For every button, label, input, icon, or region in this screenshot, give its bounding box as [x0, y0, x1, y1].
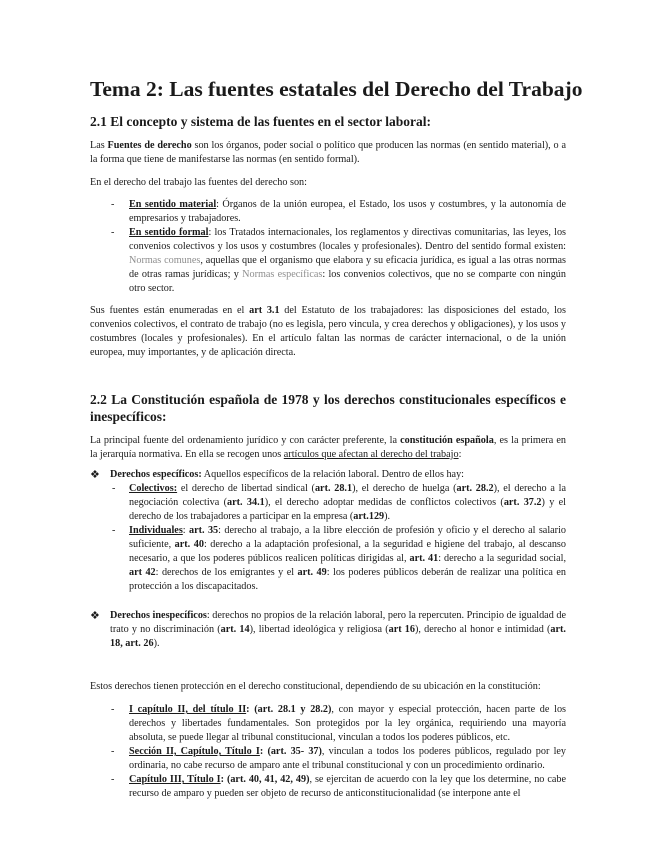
list-capitulos: [90, 703, 566, 801]
list-item-individuales: - Individuales: art. 35: derecho al trabajo, a la libre elección de profesión y oficio y el derecho al salario suficiente, art. 40: derecho a la adaptación profesional, a la seguridad e higiene del trabajo, al descanso necesario, a que los poderes públicos realicen políticas dirigidas al, art. 41: derecho a la seguridad social, art 42: derechos de los emigrantes y el art. 49: los poderes públicos deberán de realizar una política en protección a los discapacitados.: [110, 524, 566, 594]
paragraph-fuentes-intro: En el derecho del trabajo las fuentes del derecho son:: [90, 177, 307, 188]
paragraph-proteccion: Estos derechos tienen protección en el derecho constitucional, dependiendo de su ubicación en la constitución:: [90, 681, 541, 692]
document-title: Tema 2: Las fuentes estatales del Derecho del Trabajo: [90, 77, 583, 101]
list-item-colectivos: - Colectivos: el derecho de libertad sindical (art. 28.1), el derecho de huelga (art. 28.2), el derecho a la negociación colectiva (art. 34.1), el derecho adoptar medidas de conflictos colectivos (art. 37.2) y el derecho de los trabajadores a participar en la empresa (art.129).: [110, 482, 566, 524]
list-especificos: [110, 482, 566, 594]
paragraph-constitucion: La principal fuente del ordenamiento jurídico y con carácter preferente, la constitución española, es la primera en la jerarquía normativa. En ella se recogen unos artículos que afectan al derecho del trabajo:: [90, 435, 566, 460]
list-item-seccion-ii: - Sección II, Capítulo, Título I: (art. 35- 37), vinculan a todos los poderes públicos, regulado por ley ordinaria, no cabe recurso de amparo ante el tribunal constitucional y con un procedimiento ordinario.: [90, 745, 566, 773]
section-heading-2-1: 2.1 El concepto y sistema de las fuentes en el sector laboral:: [90, 114, 431, 129]
diamond-bullet-icon: ❖: [90, 469, 100, 481]
section-heading-2-2: 2.2 La Constitución española de 1978 y los derechos constitucionales específicos e inespecíficos:: [90, 392, 566, 424]
list-sentidos: [90, 198, 566, 296]
paragraph-fuentes-definition: Las Fuentes de derecho son los órganos, poder social o político que producen las normas (en sentido material), o a la forma que tiene de manifestarse las normas (en sentido formal).: [90, 140, 566, 165]
list-item-sentido-material: - En sentido material: Órganos de la unión europea, el Estado, los usos y costumbres, y la autonomía de empresarios y trabajadores.: [90, 198, 566, 226]
list-derechos: [90, 468, 566, 651]
document-page: [90, 76, 583, 801]
list-item-sentido-formal: - En sentido formal: los Tratados internacionales, los reglamentos y directivas comunitarias, las leyes, los convenios colectivos y los usos y costumbres (locales y profesionales). Dentro del sentido formal existen: Normas comunes, aquellas que el organismo que elabora y su eficacia jurídica, es igual a las otras normas de otras ramas jurídicas; y Normas específicas: los convenios colectivos, que no se comparte con ningún otro sector.: [90, 226, 566, 296]
list-item-derechos-especificos: ❖ Derechos específicos: Aquellos específicos de la relación laboral. Dentro de ellos hay: - Colectivos: el derecho de libertad sindical (art. 28.1), el derecho de huelga (art. 28.2), el derecho a la negociación colectiva (art. 34.1), el derecho adoptar medidas de conflictos colectivos (art. 37.2) y el derecho de los trabajadores a participar en la empresa (art.129). - Individuales: art. 35: derecho al trabajo, a la libre elección de profesión y oficio y el derecho al salario suficiente, art. 40: derecho a la adaptación profesional, a la seguridad e higiene del trabajo, al descanso necesario, a que los poderes públicos realicen políticas dirigidas al, art. 41: derecho a la seguridad social, art 42: derechos de los emigrantes y el art. 49: los poderes públicos deberán de realizar una política en protección a los discapacitados.: [90, 468, 566, 594]
list-item-capitulo-ii: - I capítulo II, del título II: (art. 28.1 y 28.2), con mayor y especial protección, hacen parte de los derechos y libertades fundamentales. Son protegidos por la ley orgánica, requiriendo una mayoría absoluta, se puede llegar al tribunal constitucional, vinculan a todos los poderes públicos, etc.: [90, 703, 566, 745]
list-item-derechos-inespecificos: ❖ Derechos inespecíficos: derechos no propios de la relación laboral, pero la repercuten. Principio de igualdad de trato y no discriminación (art. 14), libertad ideológica y religiosa (art 16), derecho al honor e intimidad (art. 18, art. 26).: [90, 610, 566, 649]
diamond-bullet-icon: ❖: [90, 610, 100, 622]
paragraph-estatuto: Sus fuentes están enumeradas en el art 3.1 del Estatuto de los trabajadores: las disposiciones del estado, los convenios colectivos, el contrato de trabajo (no es legisla, pero vincula, y crea derechos y obligaciones), y los usos y costumbres (locales y profesionales). En el artículo faltan las normas de carácter internacional, o de la unión europea, muy importantes, y de aplicación directa.: [90, 305, 566, 358]
list-item-capitulo-iii: - Capítulo III, Título I: (art. 40, 41, 42, 49), se ejercitan de acuerdo con la ley que los determine, no cabe recurso de amparo y pueden ser objeto de recurso de anticonstitucionalidad (se interpone ante el: [90, 773, 566, 801]
